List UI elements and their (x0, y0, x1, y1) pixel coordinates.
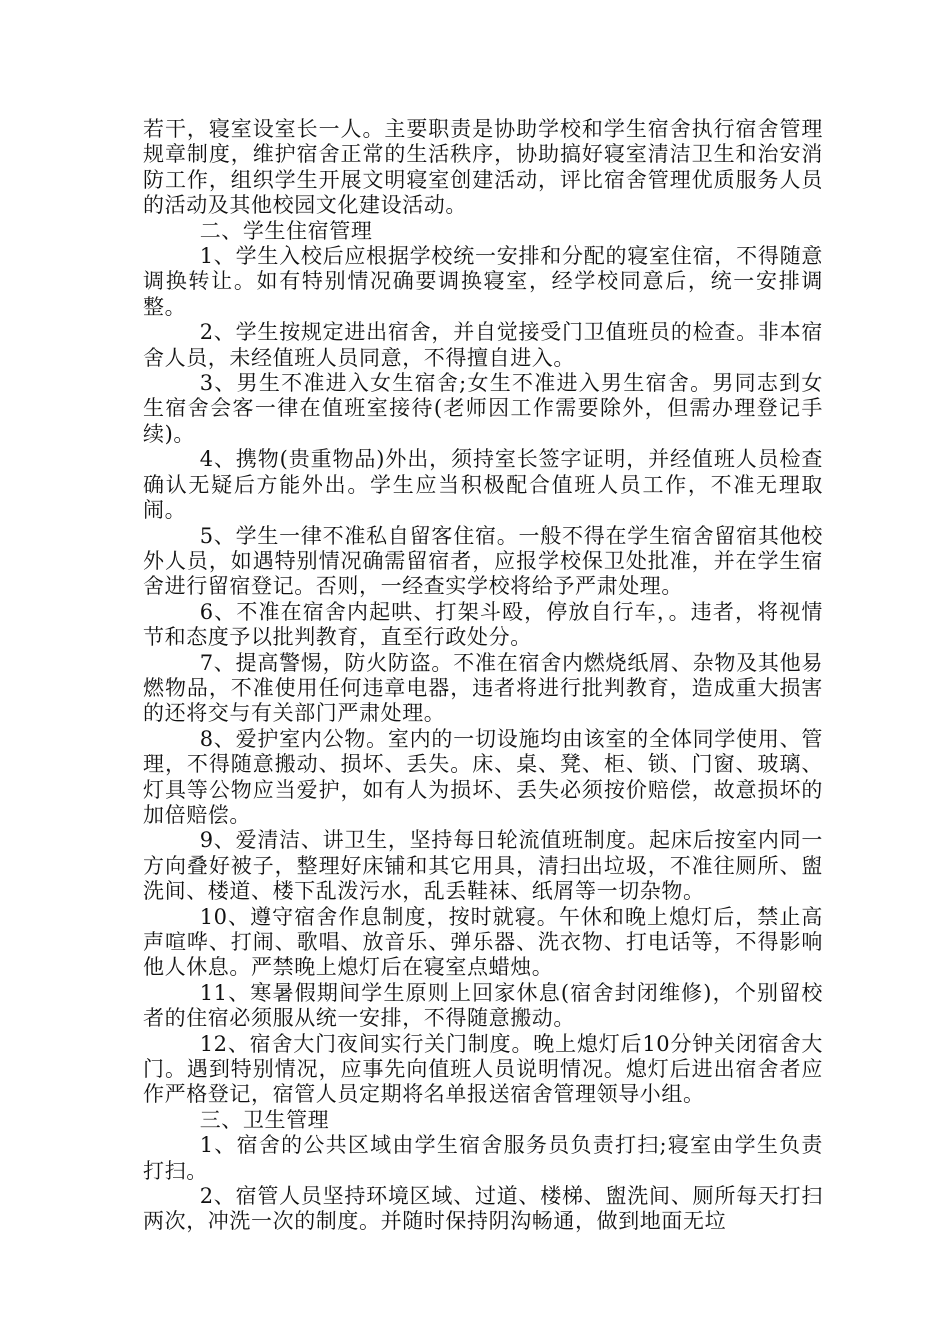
paragraph-hygiene-1: 1、宿舍的公共区域由学生宿舍服务员负责打扫;寝室由学生负责打扫。 (143, 1133, 823, 1183)
section-heading-housing: 二、学生住宿管理 (199, 218, 373, 243)
paragraph-rule-1: 1、学生入校后应根据学校统一安排和分配的寝室住宿，不得随意调换转让。如有特别情况确要调换寝室，经学校同意后，统一安排调整。 (143, 244, 823, 319)
document-body (143, 117, 823, 1235)
paragraph-rule-12: 12、宿舍大门夜间实行关门制度。晚上熄灯后10分钟关闭宿舍大门。遇到特别情况，应事先向值班人员说明情况。熄灯后进出宿舍者应作严格登记，宿管人员定期将名单报送宿舍管理领导小组。 (143, 1031, 823, 1107)
paragraph-rule-11: 11、寒暑假期间学生原则上回家休息(宿舍封闭维修)，个别留校者的住宿必须服从统一安排，不得随意搬动。 (143, 980, 823, 1031)
paragraph-rule-6: 6、不准在宿舍内起哄、打架斗殴，停放自行车，。违者，将视情节和态度予以批判教育，直至行政处分。 (143, 599, 823, 650)
paragraph-rule-3: 3、男生不准进入女生宿舍;女生不准进入男生宿舍。男同志到女生宿舍会客一律在值班室接待(老师因工作需要除外，但需办理登记手续)。 (143, 371, 823, 446)
paragraph-rule-7: 7、提高警惕，防火防盗。不准在宿舍内燃烧纸屑、杂物及其他易燃物品，不准使用任何违章电器，违者将进行批判教育，造成重大损害的还将交与有关部门严肃处理。 (143, 650, 823, 726)
paragraph-rule-8: 8、爱护室内公物。室内的一切设施均由该室的全体同学使用、管理，不得随意搬动、损坏、丢失。床、桌、凳、柜、锁、门窗、玻璃、灯具等公物应当爱护，如有人为损坏、丢失必须按价赔偿，故意损坏的加倍赔偿。 (143, 726, 823, 827)
paragraph-hygiene-2: 2、宿管人员坚持环境区域、过道、楼梯、盥洗间、厕所每天打扫两次，冲洗一次的制度。并随时保持阴沟畅通，做到地面无垃 (143, 1184, 823, 1234)
paragraph-rule-5: 5、学生一律不准私自留客住宿。一般不得在学生宿舍留宿其他校外人员，如遇特别情况确需留宿者，应报学校保卫处批准，并在学生宿舍进行留宿登记。否则，一经查实学校将给予严肃处理。 (143, 523, 823, 599)
section-heading-hygiene: 三、卫生管理 (199, 1107, 330, 1132)
paragraph-rule-4: 4、携物(贵重物品)外出，须持室长签字证明，并经值班人员检查确认无疑后方能外出。学生应当积极配合值班人员工作，不准无理取闹。 (143, 447, 823, 523)
paragraph-intro: 若干，寝室设室长一人。主要职责是协助学校和学生宿舍执行宿舍管理规章制度，维护宿舍正常的生活秩序，协助搞好寝室清洁卫生和治安消防工作，组织学生开展文明寝室创建活动，评比宿舍管理优质服务人员的活动及其他校园文化建设活动。 (143, 117, 823, 218)
paragraph-rule-2: 2、学生按规定进出宿舍，并自觉接受门卫值班员的检查。非本宿舍人员，未经值班人员同意，不得擅自进入。 (143, 320, 823, 370)
paragraph-rule-9: 9、爱清洁、讲卫生，坚持每日轮流值班制度。起床后按室内同一方向叠好被子，整理好床铺和其它用具，清扫出垃圾，不准往厕所、盥洗间、楼道、楼下乱泼污水，乱丢鞋袜、纸屑等一切杂物。 (143, 828, 823, 904)
paragraph-rule-10: 10、遵守宿舍作息制度，按时就寝。午休和晚上熄灯后，禁止高声喧哗、打闹、歌唱、放音乐、弹乐器、洗衣物、打电话等，不得影响他人休息。严禁晚上熄灯后在寝室点蜡烛。 (143, 904, 823, 980)
